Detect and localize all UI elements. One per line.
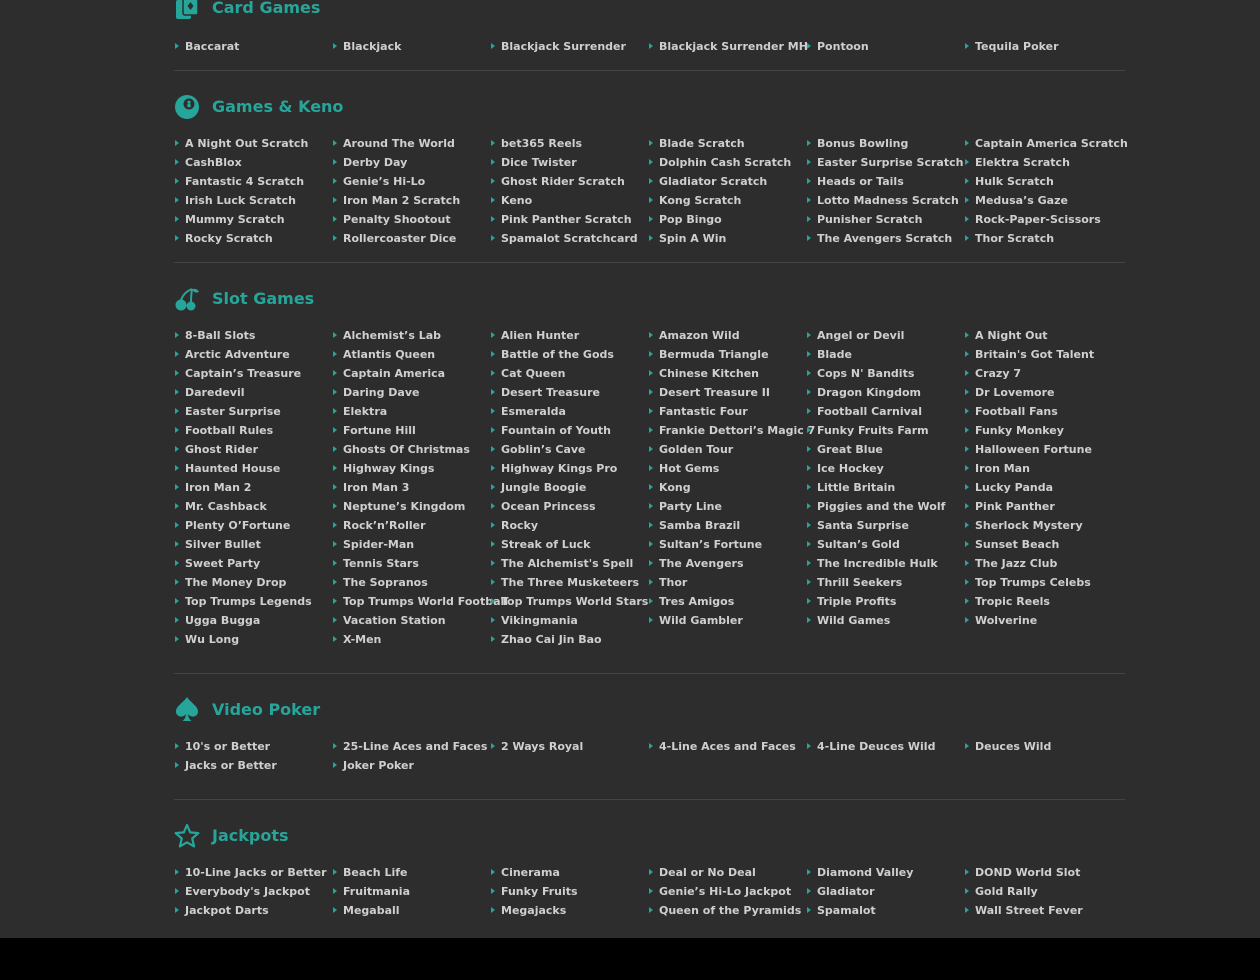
- game-link[interactable]: Irish Luck Scratch: [174, 191, 332, 210]
- game-link[interactable]: Captain America: [332, 364, 490, 383]
- game-link[interactable]: Lotto Madness Scratch: [806, 191, 964, 210]
- game-link[interactable]: Sultan’s Gold: [806, 535, 964, 554]
- game-link[interactable]: Football Fans: [964, 402, 1122, 421]
- game-link[interactable]: Deuces Wild: [964, 737, 1122, 756]
- game-link[interactable]: Angel or Devil: [806, 326, 964, 345]
- game-list: [174, 737, 1125, 775]
- game-link[interactable]: Little Britain: [806, 478, 964, 497]
- game-link[interactable]: Ice Hockey: [806, 459, 964, 478]
- game-link[interactable]: Goblin’s Cave: [490, 440, 648, 459]
- cherries-icon: [174, 286, 200, 312]
- star-icon: [174, 823, 200, 849]
- section-card-games: [174, 0, 1125, 71]
- game-link[interactable]: Dolphin Cash Scratch: [648, 153, 806, 172]
- game-link[interactable]: Gold Rally: [964, 882, 1122, 901]
- game-link[interactable]: Baccarat: [174, 37, 332, 56]
- game-link[interactable]: Dr Lovemore: [964, 383, 1122, 402]
- game-link[interactable]: Punisher Scratch: [806, 210, 964, 229]
- game-link[interactable]: Halloween Fortune: [964, 440, 1122, 459]
- game-link[interactable]: Blade: [806, 345, 964, 364]
- game-link[interactable]: Vacation Station: [332, 611, 490, 630]
- game-link[interactable]: Fountain of Youth: [490, 421, 648, 440]
- game-link[interactable]: Plenty O’Fortune: [174, 516, 332, 535]
- game-link[interactable]: Pontoon: [806, 37, 964, 56]
- game-link[interactable]: Sultan’s Fortune: [648, 535, 806, 554]
- game-link[interactable]: Top Trumps Celebs: [964, 573, 1122, 592]
- game-link[interactable]: 10-Line Jacks or Better: [174, 863, 332, 882]
- game-link[interactable]: 8-Ball Slots: [174, 326, 332, 345]
- game-link[interactable]: Elektra Scratch: [964, 153, 1122, 172]
- game-link[interactable]: Streak of Luck: [490, 535, 648, 554]
- game-link[interactable]: Wu Long: [174, 630, 332, 649]
- game-link[interactable]: Blackjack: [332, 37, 490, 56]
- game-link[interactable]: Funky Monkey: [964, 421, 1122, 440]
- game-link[interactable]: Dice Twister: [490, 153, 648, 172]
- game-link[interactable]: Tropic Reels: [964, 592, 1122, 611]
- game-link[interactable]: Chinese Kitchen: [648, 364, 806, 383]
- game-link[interactable]: Santa Surprise: [806, 516, 964, 535]
- game-link[interactable]: Rocky: [490, 516, 648, 535]
- game-link[interactable]: The Money Drop: [174, 573, 332, 592]
- eight-ball-icon: [174, 94, 200, 120]
- game-link[interactable]: Bonus Bowling: [806, 134, 964, 153]
- game-link[interactable]: Blackjack Surrender MH: [648, 37, 806, 56]
- game-link[interactable]: Jacks or Better: [174, 756, 332, 775]
- game-link[interactable]: Alien Hunter: [490, 326, 648, 345]
- game-link[interactable]: Thor Scratch: [964, 229, 1122, 248]
- game-link[interactable]: Wall Street Fever: [964, 901, 1122, 920]
- game-link[interactable]: Pink Panther: [964, 497, 1122, 516]
- game-list: [174, 134, 1128, 248]
- game-link[interactable]: Funky Fruits: [490, 882, 648, 901]
- game-link[interactable]: Wild Games: [806, 611, 964, 630]
- game-link[interactable]: Rocky Scratch: [174, 229, 332, 248]
- game-link[interactable]: Golden Tour: [648, 440, 806, 459]
- game-link[interactable]: Cinerama: [490, 863, 648, 882]
- game-link[interactable]: Dragon Kingdom: [806, 383, 964, 402]
- game-link[interactable]: Ghost Rider Scratch: [490, 172, 648, 191]
- game-link[interactable]: Medusa’s Gaze: [964, 191, 1122, 210]
- game-link[interactable]: Around The World: [332, 134, 490, 153]
- section-title: Card Games: [212, 0, 321, 17]
- game-link[interactable]: Spider-Man: [332, 535, 490, 554]
- game-link[interactable]: Atlantis Queen: [332, 345, 490, 364]
- game-link[interactable]: Fantastic 4 Scratch: [174, 172, 332, 191]
- game-link[interactable]: Gladiator Scratch: [648, 172, 806, 191]
- game-link[interactable]: Daring Dave: [332, 383, 490, 402]
- section-games-keno: [174, 71, 1128, 263]
- game-link[interactable]: The Avengers Scratch: [806, 229, 964, 248]
- game-link[interactable]: Top Trumps World Stars: [490, 592, 648, 611]
- game-link[interactable]: 2 Ways Royal: [490, 737, 648, 756]
- game-link[interactable]: bet365 Reels: [490, 134, 648, 153]
- game-link[interactable]: A Night Out: [964, 326, 1122, 345]
- game-link[interactable]: Wild Gambler: [648, 611, 806, 630]
- game-link[interactable]: 25-Line Aces and Faces: [332, 737, 490, 756]
- cards-icon: [174, 0, 200, 20]
- game-link[interactable]: Cat Queen: [490, 364, 648, 383]
- game-link[interactable]: Haunted House: [174, 459, 332, 478]
- game-link[interactable]: The Jazz Club: [964, 554, 1122, 573]
- game-link[interactable]: Fortune Hill: [332, 421, 490, 440]
- game-link[interactable]: Blackjack Surrender: [490, 37, 648, 56]
- game-link[interactable]: Mr. Cashback: [174, 497, 332, 516]
- game-link[interactable]: Ocean Princess: [490, 497, 648, 516]
- game-link[interactable]: Tres Amigos: [648, 592, 806, 611]
- game-link[interactable]: Cops N' Bandits: [806, 364, 964, 383]
- game-link[interactable]: Great Blue: [806, 440, 964, 459]
- game-link[interactable]: Highway Kings Pro: [490, 459, 648, 478]
- game-link[interactable]: Rock-Paper-Scissors: [964, 210, 1122, 229]
- game-link[interactable]: Spamalot: [806, 901, 964, 920]
- game-link[interactable]: Ugga Bugga: [174, 611, 332, 630]
- game-link[interactable]: Britain's Got Talent: [964, 345, 1122, 364]
- game-link[interactable]: Genie’s Hi-Lo Jackpot: [648, 882, 806, 901]
- section-jackpots: [174, 800, 1125, 920]
- game-link[interactable]: Beach Life: [332, 863, 490, 882]
- game-link[interactable]: The Alchemist's Spell: [490, 554, 648, 573]
- game-link[interactable]: Rollercoaster Dice: [332, 229, 490, 248]
- game-link[interactable]: Funky Fruits Farm: [806, 421, 964, 440]
- game-link[interactable]: Ghost Rider: [174, 440, 332, 459]
- game-link[interactable]: Neptune’s Kingdom: [332, 497, 490, 516]
- game-link[interactable]: Pop Bingo: [648, 210, 806, 229]
- game-link[interactable]: Desert Treasure II: [648, 383, 806, 402]
- game-link[interactable]: Spamalot Scratchcard: [490, 229, 648, 248]
- section-video-poker: [174, 674, 1125, 800]
- section-header: [174, 71, 1125, 134]
- game-link[interactable]: Top Trumps World Football: [332, 592, 490, 611]
- section-header: [174, 0, 1125, 37]
- game-link[interactable]: A Night Out Scratch: [174, 134, 332, 153]
- game-link[interactable]: Gladiator: [806, 882, 964, 901]
- game-link[interactable]: Rock’n’Roller: [332, 516, 490, 535]
- game-link[interactable]: Frankie Dettori’s Magic 7: [648, 421, 806, 440]
- game-link[interactable]: CashBlox: [174, 153, 332, 172]
- games-list: [174, 0, 1128, 920]
- game-link[interactable]: Sweet Party: [174, 554, 332, 573]
- game-link[interactable]: Jungle Boogie: [490, 478, 648, 497]
- game-link[interactable]: The Incredible Hulk: [806, 554, 964, 573]
- section-title: Video Poker: [212, 700, 321, 719]
- game-link[interactable]: Thor: [648, 573, 806, 592]
- game-link[interactable]: Ghosts Of Christmas: [332, 440, 490, 459]
- game-link[interactable]: Arctic Adventure: [174, 345, 332, 364]
- game-link[interactable]: Penalty Shootout: [332, 210, 490, 229]
- game-link[interactable]: Hulk Scratch: [964, 172, 1122, 191]
- game-link[interactable]: Piggies and the Wolf: [806, 497, 964, 516]
- game-link[interactable]: Captain America Scratch: [964, 134, 1122, 153]
- game-link[interactable]: Easter Surprise Scratch: [806, 153, 964, 172]
- game-link[interactable]: Iron Man 2 Scratch: [332, 191, 490, 210]
- section-title: Jackpots: [212, 826, 289, 845]
- game-link[interactable]: Megajacks: [490, 901, 648, 920]
- game-link[interactable]: Diamond Valley: [806, 863, 964, 882]
- game-link[interactable]: Mummy Scratch: [174, 210, 332, 229]
- game-link[interactable]: Wolverine: [964, 611, 1122, 630]
- game-link[interactable]: Silver Bullet: [174, 535, 332, 554]
- game-link[interactable]: Megaball: [332, 901, 490, 920]
- game-link[interactable]: Genie’s Hi-Lo: [332, 172, 490, 191]
- game-link[interactable]: Zhao Cai Jin Bao: [490, 630, 648, 649]
- game-link[interactable]: X-Men: [332, 630, 490, 649]
- spade-icon: [174, 696, 200, 722]
- game-link[interactable]: Hot Gems: [648, 459, 806, 478]
- game-link[interactable]: Fruitmania: [332, 882, 490, 901]
- game-link[interactable]: Lucky Panda: [964, 478, 1122, 497]
- game-link[interactable]: Sunset Beach: [964, 535, 1122, 554]
- game-list: [174, 37, 1125, 56]
- game-link[interactable]: Desert Treasure: [490, 383, 648, 402]
- game-link[interactable]: Alchemist’s Lab: [332, 326, 490, 345]
- game-link[interactable]: Elektra: [332, 402, 490, 421]
- game-link[interactable]: Esmeralda: [490, 402, 648, 421]
- bottom-bar: [0, 938, 1260, 980]
- section-header: [174, 800, 1125, 863]
- game-link[interactable]: Tequila Poker: [964, 37, 1122, 56]
- game-link[interactable]: 10's or Better: [174, 737, 332, 756]
- game-link[interactable]: Party Line: [648, 497, 806, 516]
- game-link[interactable]: Highway Kings: [332, 459, 490, 478]
- game-link[interactable]: Football Carnival: [806, 402, 964, 421]
- game-link[interactable]: Queen of the Pyramids: [648, 901, 806, 920]
- section-header: [174, 263, 1125, 326]
- game-link[interactable]: 4-Line Aces and Faces: [648, 737, 806, 756]
- game-link[interactable]: Iron Man: [964, 459, 1122, 478]
- game-list: [174, 863, 1125, 920]
- game-link[interactable]: Deal or No Deal: [648, 863, 806, 882]
- section-title: Games & Keno: [212, 97, 344, 116]
- game-link[interactable]: Keno: [490, 191, 648, 210]
- game-link[interactable]: Joker Poker: [332, 756, 490, 775]
- game-link[interactable]: Tennis Stars: [332, 554, 490, 573]
- section-title: Slot Games: [212, 289, 315, 308]
- game-link[interactable]: The Avengers: [648, 554, 806, 573]
- game-link[interactable]: The Three Musketeers: [490, 573, 648, 592]
- game-link[interactable]: Amazon Wild: [648, 326, 806, 345]
- game-link[interactable]: Heads or Tails: [806, 172, 964, 191]
- section-slot-games: [174, 263, 1125, 674]
- game-link[interactable]: DOND World Slot: [964, 863, 1122, 882]
- game-link[interactable]: Everybody's Jackpot: [174, 882, 332, 901]
- game-link[interactable]: Triple Profits: [806, 592, 964, 611]
- game-link[interactable]: Football Rules: [174, 421, 332, 440]
- game-link[interactable]: Jackpot Darts: [174, 901, 332, 920]
- game-link[interactable]: Spin A Win: [648, 229, 806, 248]
- game-link[interactable]: 4-Line Deuces Wild: [806, 737, 964, 756]
- game-link[interactable]: Blade Scratch: [648, 134, 806, 153]
- game-link[interactable]: Kong Scratch: [648, 191, 806, 210]
- game-link[interactable]: Samba Brazil: [648, 516, 806, 535]
- game-link[interactable]: Captain’s Treasure: [174, 364, 332, 383]
- game-link[interactable]: Pink Panther Scratch: [490, 210, 648, 229]
- game-link[interactable]: Easter Surprise: [174, 402, 332, 421]
- game-link[interactable]: Crazy 7: [964, 364, 1122, 383]
- game-link[interactable]: Thrill Seekers: [806, 573, 964, 592]
- game-link[interactable]: Daredevil: [174, 383, 332, 402]
- game-link[interactable]: Fantastic Four: [648, 402, 806, 421]
- section-header: [174, 674, 1125, 737]
- game-link[interactable]: Kong: [648, 478, 806, 497]
- game-link[interactable]: Sherlock Mystery: [964, 516, 1122, 535]
- game-link[interactable]: Derby Day: [332, 153, 490, 172]
- game-link[interactable]: Vikingmania: [490, 611, 648, 630]
- game-list: [174, 326, 1125, 649]
- game-link[interactable]: The Sopranos: [332, 573, 490, 592]
- game-link[interactable]: Top Trumps Legends: [174, 592, 332, 611]
- game-link[interactable]: Bermuda Triangle: [648, 345, 806, 364]
- game-link[interactable]: Iron Man 3: [332, 478, 490, 497]
- game-link[interactable]: Battle of the Gods: [490, 345, 648, 364]
- game-link[interactable]: Iron Man 2: [174, 478, 332, 497]
